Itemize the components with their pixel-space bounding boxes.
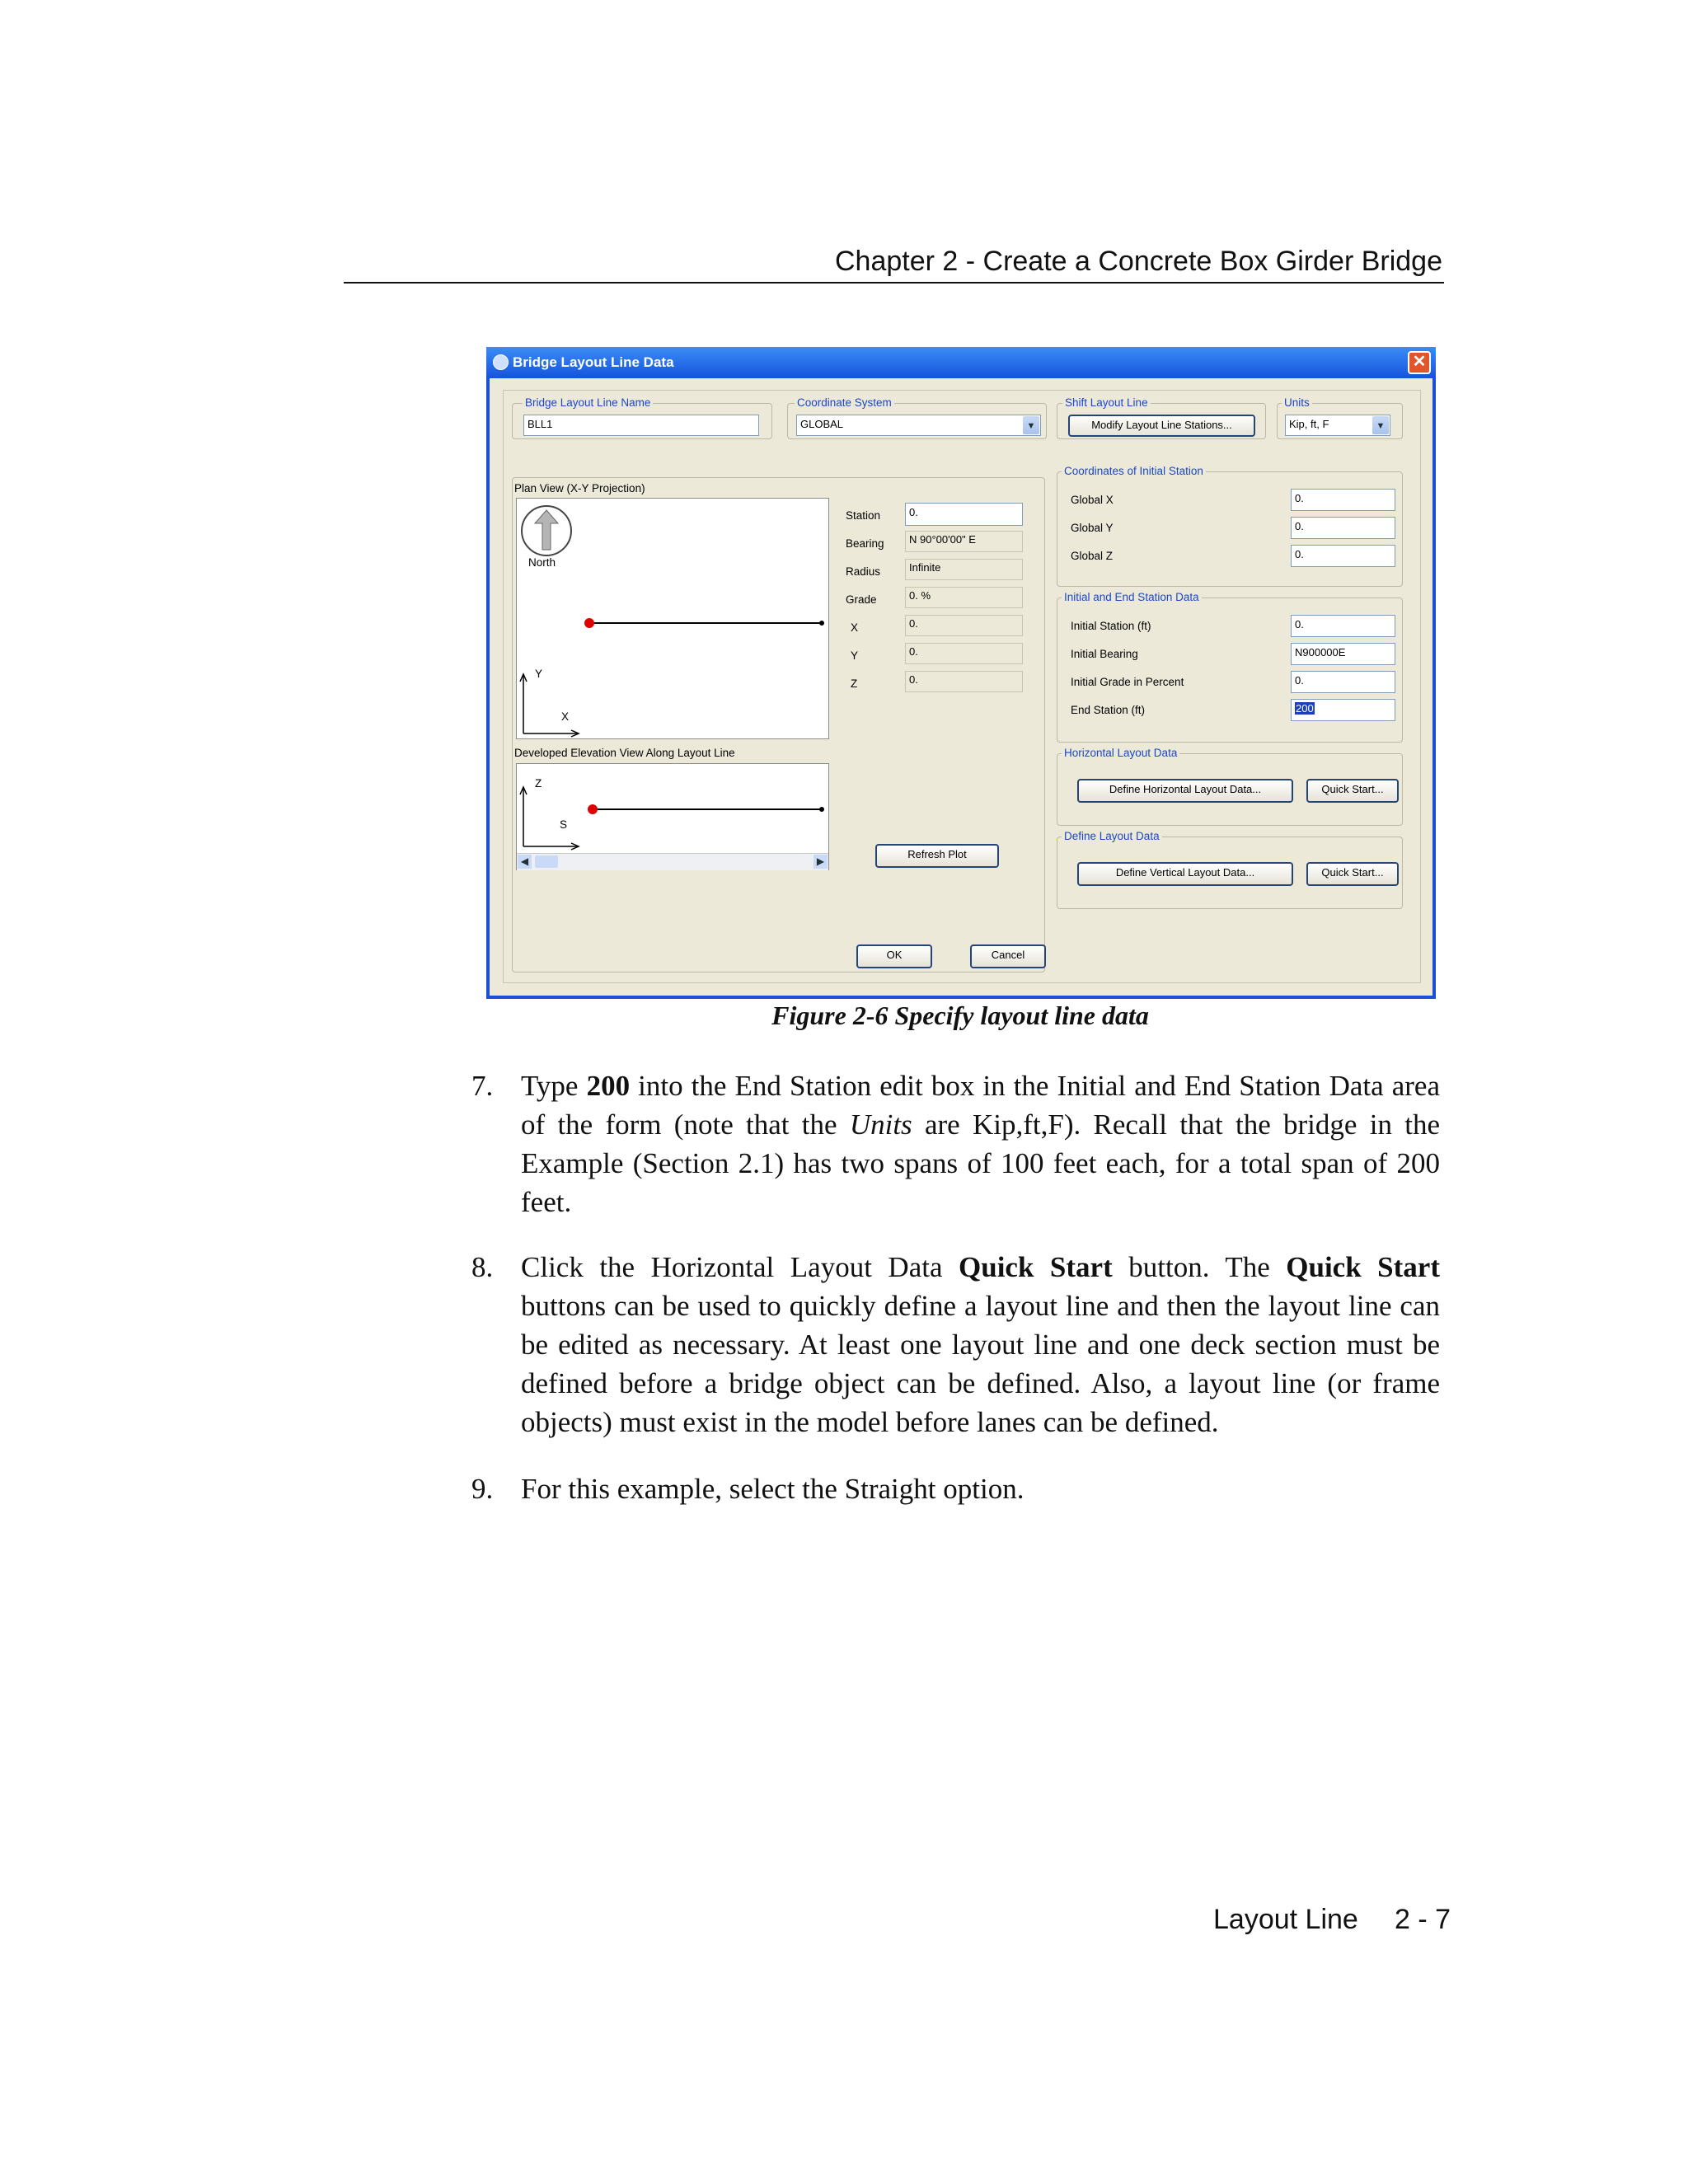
global-z-input[interactable]: 0. xyxy=(1291,545,1395,567)
figure-caption: Figure 2-6 Specify layout line data xyxy=(771,1001,1149,1030)
step-8-number: 8. xyxy=(471,1251,494,1283)
name-group-label: Bridge Layout Line Name xyxy=(523,396,653,409)
radius-label: Radius xyxy=(846,565,881,578)
plan-view-label: Plan View (X-Y Projection) xyxy=(514,482,645,494)
coordinate-system-select[interactable] xyxy=(796,415,1041,436)
plan-view-plot xyxy=(516,498,829,739)
horizontal-layout-group xyxy=(1057,747,1403,826)
step-8-part: buttons can be used to quickly define a layout line and then the layout line can be edited as necessary. At least one layout line and one deck section must be defined before a bridge object can be defined. Also, a layout line (or frame objects) must exist in the model before lanes can be defined. xyxy=(521,1290,1440,1438)
end-station-input[interactable] xyxy=(1291,699,1395,721)
units-label: Units xyxy=(1282,396,1312,409)
dialog-titlebar xyxy=(486,347,1436,378)
app-icon xyxy=(493,354,509,370)
start-point-plan xyxy=(584,618,594,628)
end-point-elevation xyxy=(819,807,824,812)
plan-view-canvas xyxy=(517,499,828,738)
step-7-part: are Kip,ft,F). Recall that the bridge in the Example (Section 2.1) has two spans of 100 feet each, for a total span of 200 feet. xyxy=(521,1108,1440,1218)
footer-page-number: 2 - 7 xyxy=(1395,1904,1451,1935)
initial-coordinates-label: Coordinates of Initial Station xyxy=(1062,465,1206,477)
step-8-part: button. The xyxy=(1112,1251,1287,1283)
close-icon[interactable]: ✕ xyxy=(1408,351,1431,374)
global-z-label: Global Z xyxy=(1071,550,1114,562)
define-layout-label: Define Layout Data xyxy=(1062,830,1162,842)
step-7-italic: Units xyxy=(849,1108,912,1141)
initial-coordinates-group xyxy=(1057,465,1403,587)
step-8-bold: Quick Start xyxy=(959,1251,1113,1283)
elev-axis-z-label: Z xyxy=(535,777,542,790)
step-7-text xyxy=(521,1066,1440,1221)
shift-layout-line-group xyxy=(1057,396,1266,439)
plan-axis-x-label: X xyxy=(561,710,570,723)
y-label: Y xyxy=(851,649,859,662)
bearing-label: Bearing xyxy=(846,537,884,550)
station-label: Station xyxy=(846,509,881,522)
initial-grade-input[interactable]: 0. xyxy=(1291,671,1395,693)
end-station-label: End Station (ft) xyxy=(1071,704,1146,716)
z-value: 0. xyxy=(905,671,1023,692)
name-group xyxy=(512,396,772,439)
initial-bearing-input[interactable]: N900000E xyxy=(1291,643,1395,665)
step-8-part: Click the Horizontal Layout Data xyxy=(521,1251,959,1283)
initial-station-input[interactable]: 0. xyxy=(1291,615,1395,637)
header-rule xyxy=(344,282,1444,284)
vertical-quick-start-button[interactable]: Quick Start... xyxy=(1306,862,1399,886)
grade-value: 0. % xyxy=(905,587,1023,608)
chevron-down-icon[interactable]: ▼ xyxy=(1023,416,1039,434)
ok-button[interactable]: OK xyxy=(856,944,932,968)
bridge-layout-line-dialog xyxy=(486,347,1436,999)
elev-axis-s-label: S xyxy=(560,818,568,831)
global-y-label: Global Y xyxy=(1071,522,1114,534)
end-station-value: 200 xyxy=(1296,702,1314,715)
step-7-part: into the End Station edit box in the Initial and End Station Data area of the form (note that the xyxy=(521,1070,1440,1141)
step-7-part: Type xyxy=(521,1070,587,1102)
initial-bearing-label: Initial Bearing xyxy=(1071,648,1138,660)
refresh-plot-button[interactable]: Refresh Plot xyxy=(875,844,999,868)
global-x-input[interactable]: 0. xyxy=(1291,489,1395,511)
dialog-body xyxy=(503,390,1421,983)
step-8-bold: Quick Start xyxy=(1286,1251,1440,1283)
station-input[interactable]: 0. xyxy=(905,503,1023,526)
units-select[interactable] xyxy=(1285,415,1390,436)
scroll-right-icon[interactable]: ▶ xyxy=(814,855,828,869)
initial-station-label: Initial Station (ft) xyxy=(1071,620,1151,632)
define-horizontal-layout-button[interactable]: Define Horizontal Layout Data... xyxy=(1077,779,1293,803)
station-data-group xyxy=(1057,591,1403,743)
dialog-title: Bridge Layout Line Data xyxy=(513,354,674,370)
elevation-view-plot xyxy=(516,763,829,870)
step-8-text xyxy=(521,1248,1440,1441)
elevation-view-canvas xyxy=(517,764,828,855)
y-value: 0. xyxy=(905,643,1023,664)
units-group xyxy=(1277,396,1403,439)
coordinate-system-label: Coordinate System xyxy=(795,396,894,409)
step-9-text: For this example, select the Straight option. xyxy=(521,1473,1025,1505)
define-layout-group xyxy=(1057,830,1403,909)
x-value: 0. xyxy=(905,615,1023,636)
running-header: Chapter 2 - Create a Concrete Box Girder Bridge xyxy=(834,246,1442,277)
units-value: Kip, ft, F xyxy=(1289,418,1329,430)
shift-layout-line-label: Shift Layout Line xyxy=(1062,396,1151,409)
initial-grade-label: Initial Grade in Percent xyxy=(1071,676,1184,688)
plot-group xyxy=(512,477,1045,972)
horizontal-scrollbar[interactable] xyxy=(517,853,828,870)
step-9-number: 9. xyxy=(471,1473,494,1505)
step-7-number: 7. xyxy=(471,1070,494,1102)
horizontal-layout-label: Horizontal Layout Data xyxy=(1062,747,1179,759)
coordinate-system-value: GLOBAL xyxy=(800,418,844,430)
coordinate-system-group xyxy=(787,396,1047,439)
north-label: North xyxy=(528,556,556,569)
cancel-button[interactable]: Cancel xyxy=(970,944,1046,968)
scroll-thumb[interactable] xyxy=(535,855,558,868)
chevron-down-icon[interactable]: ▼ xyxy=(1372,416,1389,434)
bearing-value: N 90°00'00" E xyxy=(905,531,1023,552)
horizontal-quick-start-button[interactable]: Quick Start... xyxy=(1306,779,1399,803)
grade-label: Grade xyxy=(846,593,877,606)
elevation-view-label: Developed Elevation View Along Layout Line xyxy=(514,747,735,759)
footer-section: Layout Line xyxy=(1213,1904,1358,1935)
radius-value: Infinite xyxy=(905,559,1023,580)
end-point-plan xyxy=(819,621,824,626)
modify-stations-button[interactable]: Modify Layout Line Stations... xyxy=(1068,415,1255,437)
scroll-left-icon[interactable]: ◀ xyxy=(518,855,532,869)
z-label: Z xyxy=(851,677,858,690)
x-label: X xyxy=(851,621,859,634)
layout-line-name-input[interactable]: BLL1 xyxy=(523,415,759,436)
global-y-input[interactable]: 0. xyxy=(1291,517,1395,539)
step-7-bold: 200 xyxy=(586,1070,631,1102)
start-point-elevation xyxy=(588,804,598,814)
define-vertical-layout-button[interactable]: Define Vertical Layout Data... xyxy=(1077,862,1293,886)
plan-axis-y-label: Y xyxy=(535,668,543,680)
global-x-label: Global X xyxy=(1071,494,1114,506)
station-data-label: Initial and End Station Data xyxy=(1062,591,1202,603)
